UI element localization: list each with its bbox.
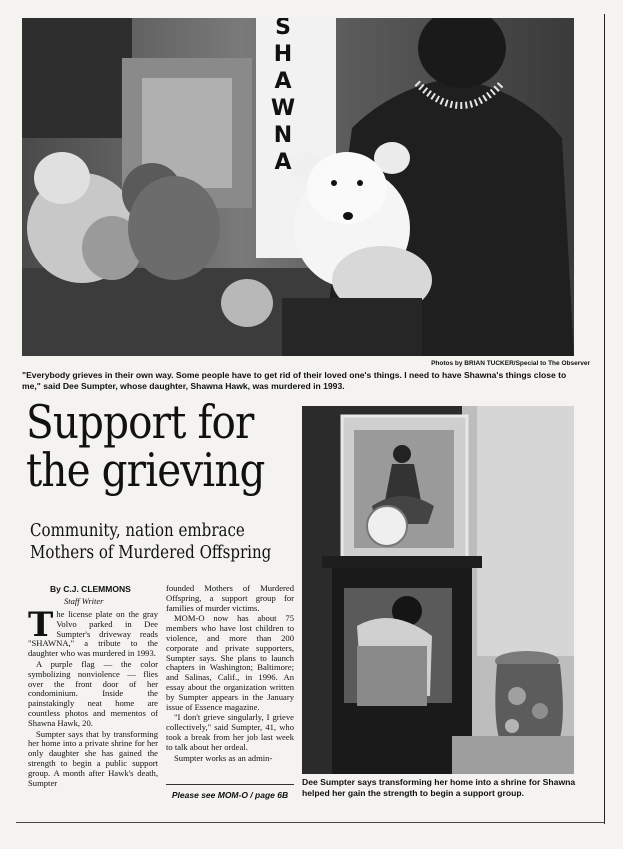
sign-letter: A — [274, 69, 292, 94]
paragraph: "I don't grieve singularly, I grieve collectively," said Sumpter, 41, who took a break from her job last week to talk about her ordeal. — [166, 712, 294, 752]
paragraph: Sumpter says that by transforming her home into a private shrine for her only daughter she has gained the strength to begin a public support group. A month after Hawk's death, Sumpter — [28, 728, 158, 788]
column-rule — [604, 14, 605, 824]
subheadline — [30, 520, 272, 564]
top-photo-illustration — [22, 18, 574, 356]
paragraph: founded Mothers of Murdered Offspring, a support group for families of murder victims. — [166, 583, 294, 613]
article-column-1 — [28, 605, 158, 789]
continued-jump-line: Please see MOM-O / page 6B — [166, 784, 294, 800]
sign-letter: W — [270, 96, 296, 121]
paragraph: Sumpter works as an admin- — [174, 752, 273, 763]
sign-letter: H — [273, 42, 293, 67]
side-photo-caption: Dee Sumpter says transforming her home into a shrine for Shawna helped her gain the strength to begin a support group. — [302, 777, 576, 798]
paragraph: A purple flag — the color symbolizing nonviolence — flies over the front door of her condominium. Inside the painstakingly neat home are countless photos and mementos of Shawna Hawk, 20. — [28, 658, 158, 728]
subheadline-line: Community, nation embrace — [30, 521, 245, 541]
byline-title: Staff Writer — [64, 596, 104, 606]
article-column-2 — [166, 584, 294, 764]
headline-line: Support for — [26, 395, 254, 449]
top-photo-caption: "Everybody grieves in their own way. Some people have to get rid of their loved one's things. I need to have Shawna's things close to me," said Dee Sumpter, whose daughter, Shawna Hawk, was murdered in 1993. — [22, 370, 567, 391]
byline: By C.J. CLEMMONS — [50, 584, 131, 594]
sign-letters — [270, 18, 296, 176]
bottom-rule — [16, 822, 605, 823]
paragraph-text: he license plate on the gray Volvo parked in Dee Sumpter's driveway reads "SHAWNA," a tribute to the daughter who was murdered in 1993. — [28, 609, 158, 659]
side-photo — [302, 406, 574, 774]
sign-letter: N — [273, 123, 293, 148]
paragraph: MOM-O now has about 75 members who have lost children to violence, and more than 200 corporate and private supporters, Sumpter says. She plans to launch chapters in Washington; Baltimore; and Salinas, Calif., in 1996. An essay about the organization written by Sumpter appears in the January issue of Essence magazine. — [166, 613, 294, 712]
drop-cap: T — [28, 605, 54, 645]
headline-line: the grieving — [26, 443, 265, 497]
side-photo-illustration — [302, 406, 574, 774]
photo-credit: Photos by BRIAN TUCKER/Special to The Observer — [431, 360, 590, 367]
sign-letter: S — [275, 18, 291, 40]
subheadline-line: Mothers of Murdered Offspring — [30, 543, 272, 563]
headline — [26, 395, 265, 497]
paragraph — [28, 605, 158, 659]
sign-letter: A — [274, 150, 292, 175]
top-photo — [22, 18, 574, 356]
